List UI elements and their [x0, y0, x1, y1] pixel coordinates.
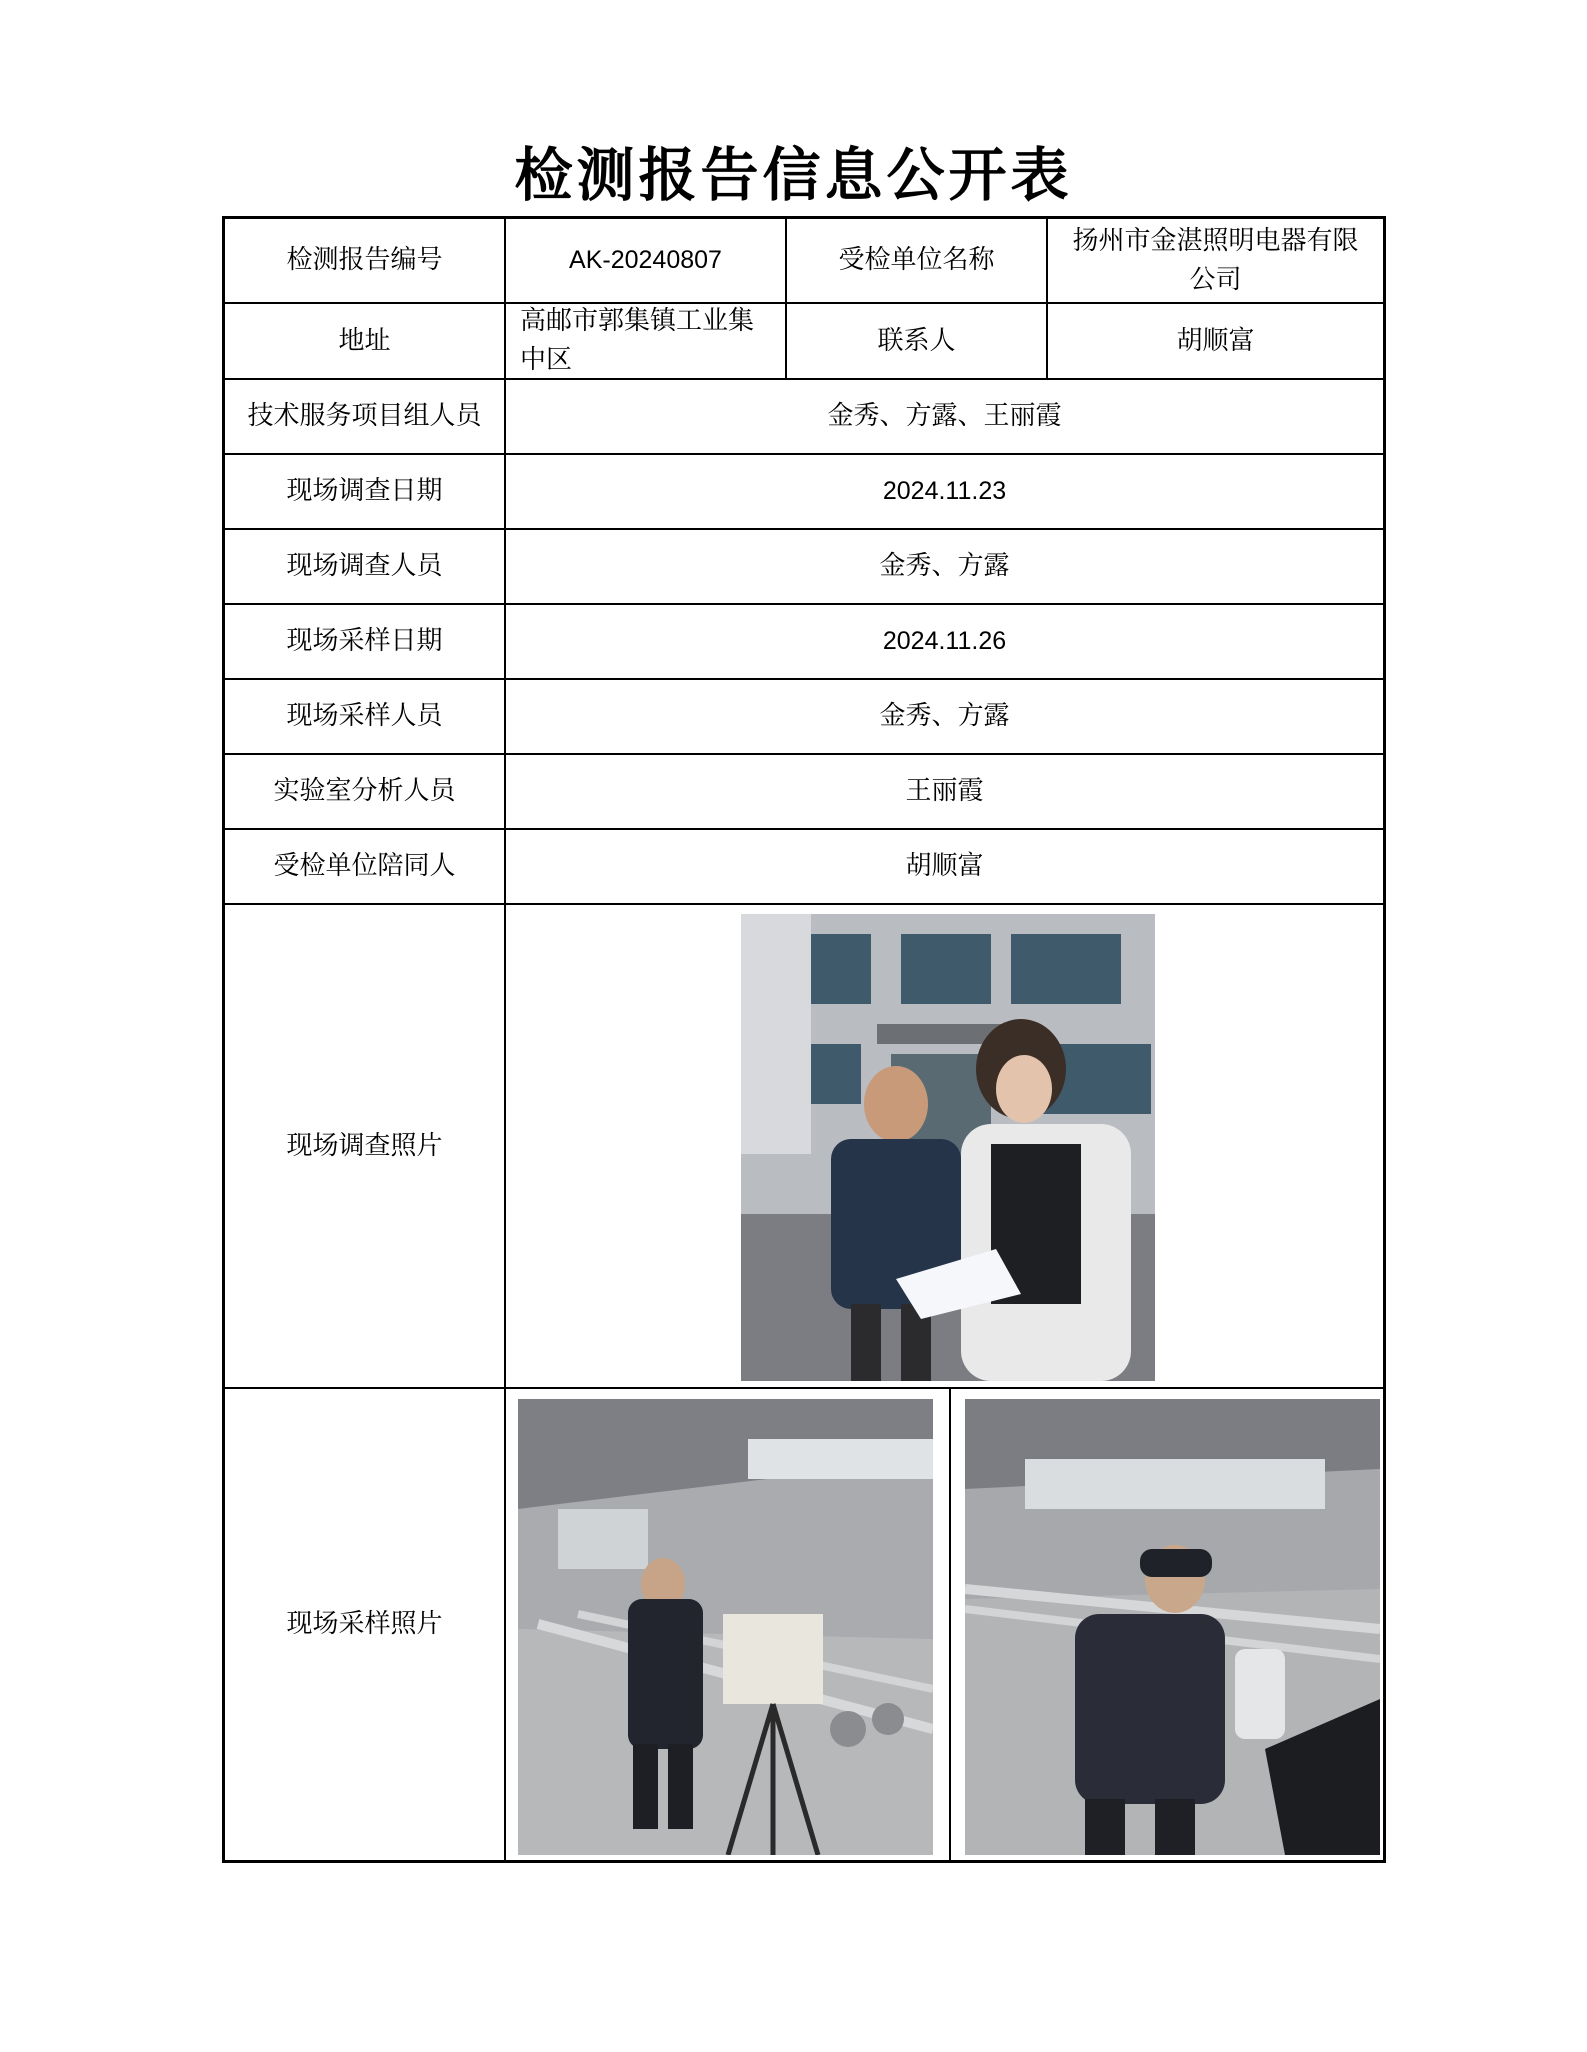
sampling-staff-value: 金秀、方露	[879, 701, 1010, 731]
contact-label: 联系人	[877, 325, 956, 356]
sampling-photo-1	[518, 1399, 933, 1855]
contact-value: 胡顺富	[1176, 325, 1255, 356]
survey-date-label: 现场调查日期	[286, 476, 443, 506]
report-no-value: AK-20240807	[569, 245, 722, 274]
address-label: 地址	[338, 325, 391, 356]
column-divider	[949, 1387, 951, 1860]
escort-label: 受检单位陪同人	[273, 851, 456, 881]
survey-date-value: 2024.11.23	[882, 476, 1007, 505]
survey-staff-value: 金秀、方露	[879, 551, 1010, 581]
address-value: 高邮市郭集镇工业集中区	[520, 306, 755, 375]
survey-staff-label: 现场调查人员	[286, 551, 443, 581]
info-table	[222, 216, 1386, 1863]
lab-staff-label: 实验室分析人员	[273, 776, 456, 806]
team-value: 金秀、方露、王丽霞	[827, 401, 1062, 431]
sampling-photo-label: 现场采样照片	[286, 1609, 443, 1639]
escort-value: 胡顺富	[905, 851, 984, 881]
sampling-photo-1-image	[518, 1399, 933, 1855]
survey-photo-label: 现场调查照片	[286, 1130, 443, 1161]
survey-photo	[741, 914, 1155, 1381]
sampling-date-label: 现场采样日期	[286, 626, 443, 656]
unit-name-label: 受检单位名称	[838, 245, 995, 275]
survey-photo-image	[741, 914, 1155, 1381]
team-label: 技术服务项目组人员	[247, 401, 482, 431]
page-title: 检测报告信息公开表	[514, 141, 1073, 209]
report-no-label: 检测报告编号	[286, 245, 443, 275]
sampling-photo-2-image	[965, 1399, 1380, 1855]
sampling-photo-2	[965, 1399, 1380, 1855]
unit-name-value: 扬州市金湛照明电器有限公司	[1072, 225, 1359, 295]
sampling-date-value: 2024.11.26	[882, 626, 1007, 655]
sampling-staff-label: 现场采样人员	[286, 701, 443, 731]
lab-staff-value: 王丽霞	[905, 776, 984, 806]
